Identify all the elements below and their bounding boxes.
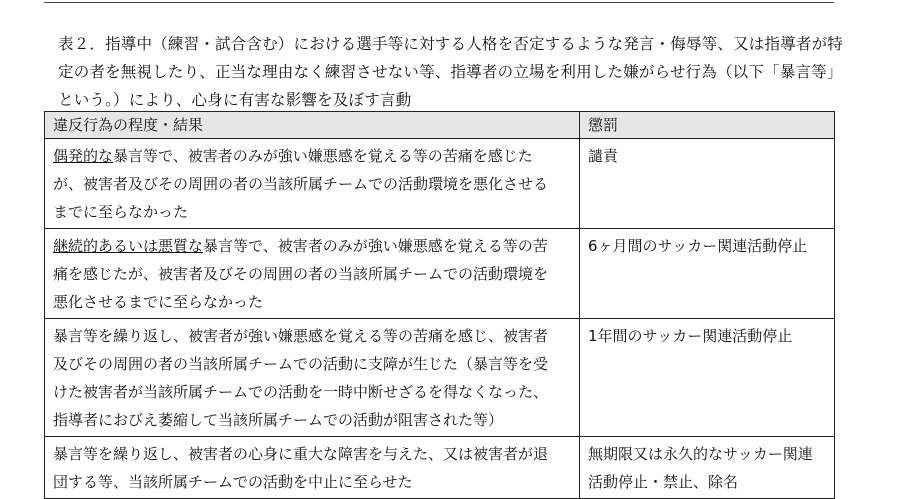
violation-cell (45, 139, 580, 229)
violation-line: までに至らなかった (53, 203, 189, 221)
penalty-line: 1年間のサッカー関連活動停止 (588, 327, 793, 345)
table-row (45, 319, 835, 437)
violation-line: 及びその周囲の者の当該所属チームでの活動に支障が生じた（暴言等を受 (53, 355, 549, 373)
violation-line: 指導者におびえ萎縮して当該所属チームでの活動が阻害された等） (53, 411, 504, 429)
violation-line: 暴言等を繰り返し、被害者が強い嫌悪感を覚える等の苦痛を感じ、被害者 (53, 327, 549, 345)
violation-emphasis: 継続的あるいは悪質な (53, 237, 204, 255)
violation-cell (45, 437, 580, 499)
violation-text: 暴言等で、被害者のみが強い嫌悪感を覚える等の苦痛を感じた (113, 147, 533, 165)
penalty-line: 活動停止・禁止、除名 (588, 473, 739, 491)
header-violation: 違反行為の程度・結果 (45, 112, 580, 139)
caption-line: 表２．指導中（練習・試合含む）における選手等に対する人格を否定するような発言・侮辱等、又は指導者が特 (58, 35, 844, 53)
violation-line: 痛を感じたが、被害者及びその周囲の者の当該所属チームでの活動環境を (53, 265, 549, 283)
violation-line: 暴言等を繰り返し、被害者の心身に重大な障害を与えた、又は被害者が退 (53, 445, 549, 463)
top-divider (44, 2, 834, 3)
violation-cell (45, 319, 580, 437)
caption-line: 定の者を無視したり、正当な理由なく練習させない等、指導者の立場を利用した嫌がらせ行為（以下「暴言等」 (58, 63, 843, 81)
violation-text: 暴言等で、被害者のみが強い嫌悪感を覚える等の苦 (203, 237, 548, 255)
violation-line: 団する等、当該所属チームでの活動を中止に至らせた (53, 473, 413, 491)
violation-emphasis: 偶発的な (53, 147, 114, 165)
penalty-cell (580, 229, 835, 319)
violation-line (53, 232, 579, 260)
table-header-row (45, 112, 835, 139)
table-row (45, 139, 835, 229)
table-row (45, 437, 835, 499)
caption-line: という。）により、心身に有害な影響を及ぼす言動 (58, 91, 412, 109)
table-row (45, 229, 835, 319)
penalty-cell (580, 139, 835, 229)
penalty-line: 無期限又は永久的なサッカー関連 (588, 445, 813, 463)
violation-line: けた被害者が当該所属チームでの活動を一時中断せざるを得なくなった、 (53, 383, 549, 401)
penalty-table (44, 111, 835, 499)
penalty-line: 6ヶ月間のサッカー関連活動停止 (588, 237, 808, 255)
header-penalty: 懲罰 (580, 112, 835, 139)
violation-line: 悪化させるまでに至らなかった (53, 293, 264, 311)
penalty-cell (580, 437, 835, 499)
penalty-cell (580, 319, 835, 437)
violation-cell (45, 229, 580, 319)
table-caption (58, 30, 848, 114)
violation-line (53, 142, 579, 170)
penalty-line: 譴責 (588, 147, 619, 165)
violation-line: が、被害者及びその周囲の者の当該所属チームでの活動環境を悪化させる (53, 175, 549, 193)
